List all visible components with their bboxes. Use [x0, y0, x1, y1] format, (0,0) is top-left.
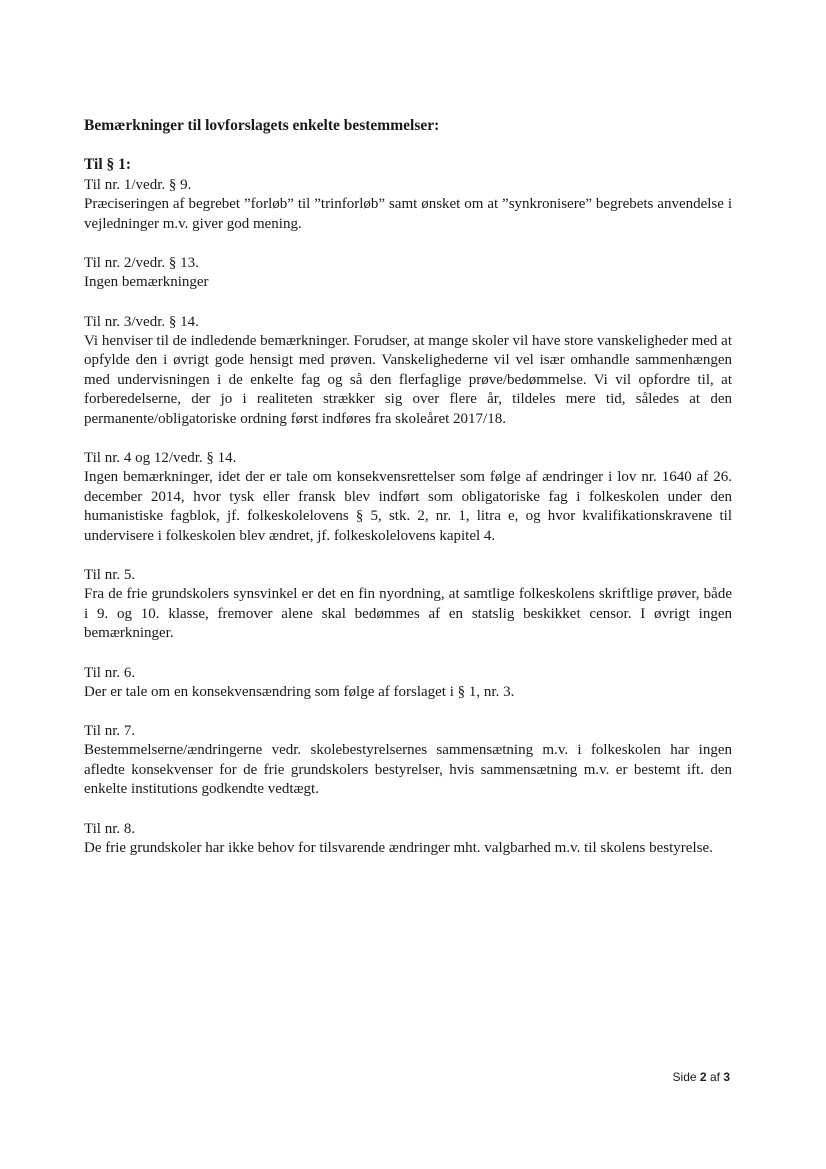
remark-item-4	[84, 448, 732, 546]
remark-title: Til nr. 7.	[84, 723, 136, 739]
remark-body: Fra de frie grundskolers synsvinkel er det en fin nyordning, at samtlige folkeskolens skriftlige prøver, både i 9. og 10. klasse, fremover alene skal bedømmes af en statslig beskikket censor. I øvrigt ingen bemærkninger.	[84, 586, 732, 641]
remark-item-2	[84, 253, 732, 293]
document-heading: Bemærkninger til lovforslagets enkelte bestemmelser:	[84, 117, 440, 134]
remark-title: Til nr. 2/vedr. § 13.	[84, 255, 199, 271]
remark-item-5	[84, 565, 732, 644]
remark-body: Ingen bemærkninger, idet der er tale om konsekvensrettelser som følge af ændringer i lov nr. 1640 af 26. december 2014, hvor tysk eller fransk blev indført som obligatoriske fag i folkeskolen under den humanistiske fagblok, jf. folkeskolelovens § 5, stk. 2, nr. 1, litra e, og hvor kvalifikationskravene til undervisere i folkeskolen blev ændret, jf. folkeskolelovens kapitel 4.	[84, 469, 732, 544]
remark-item-7	[84, 721, 732, 800]
remark-body: Der er tale om en konsekvensændring som følge af forslaget i § 1, nr. 3.	[84, 683, 515, 700]
remark-title: Til nr. 4 og 12/vedr. § 14.	[84, 450, 237, 466]
remark-item-8	[84, 819, 732, 859]
document-page	[84, 116, 732, 877]
section-heading: Til § 1:	[84, 156, 132, 173]
remark-item-1	[84, 175, 732, 234]
remark-title: Til nr. 5.	[84, 567, 136, 583]
remark-title: Til nr. 3/vedr. § 14.	[84, 313, 199, 330]
remark-body: Præciseringen af begrebet ”forløb” til ”trinforløb” samt ønsket om at ”synkronisere” begrebets anvendelse i vejledninger m.v. giver god mening.	[84, 196, 732, 232]
remark-body: Ingen bemærkninger	[84, 274, 209, 290]
page-label: Side	[672, 1070, 697, 1084]
current-page-number: 2	[699, 1070, 707, 1084]
remark-item-6	[84, 663, 732, 703]
page-number-footer	[673, 1069, 730, 1085]
remark-title: Til nr. 8.	[84, 820, 136, 837]
remark-body: Vi henviser til de indledende bemærkninger. Forudser, at mange skoler vil have store vanskeligheder med at opfylde den i øvrigt gode hensigt med prøven. Vanskelighederne vil vel især omhandle sammenhængen med undervisningen i de enkelte fag og så den flerfaglige prøve/bedømmelse. Vi vil opfordre til, at forberedelserne, der jo i realiteten strækker sig over flere år, tildeles mere tid, således at den permanente/obligatoriske ordning først indføres fra skoleåret 2017/18.	[84, 332, 732, 427]
remark-item-3	[84, 312, 732, 430]
total-pages-number: 3	[723, 1070, 730, 1084]
remark-title: Til nr. 1/vedr. § 9.	[84, 177, 192, 193]
remark-title: Til nr. 6.	[84, 664, 136, 681]
remark-body: Bestemmelserne/ændringerne vedr. skolebestyrelsernes sammensætning m.v. i folkeskolen har ingen afledte konsekvenser for de frie grundskolers bestyrelser, hvis sammensætning m.v. er bestemt ift. den enkelte institutions godkendte vedtægt.	[84, 742, 732, 797]
page-of-label: af	[709, 1070, 720, 1084]
remark-body: De frie grundskoler har ikke behov for tilsvarende ændringer mht. valgbarhed m.v. til skolens bestyrelse.	[84, 839, 713, 856]
